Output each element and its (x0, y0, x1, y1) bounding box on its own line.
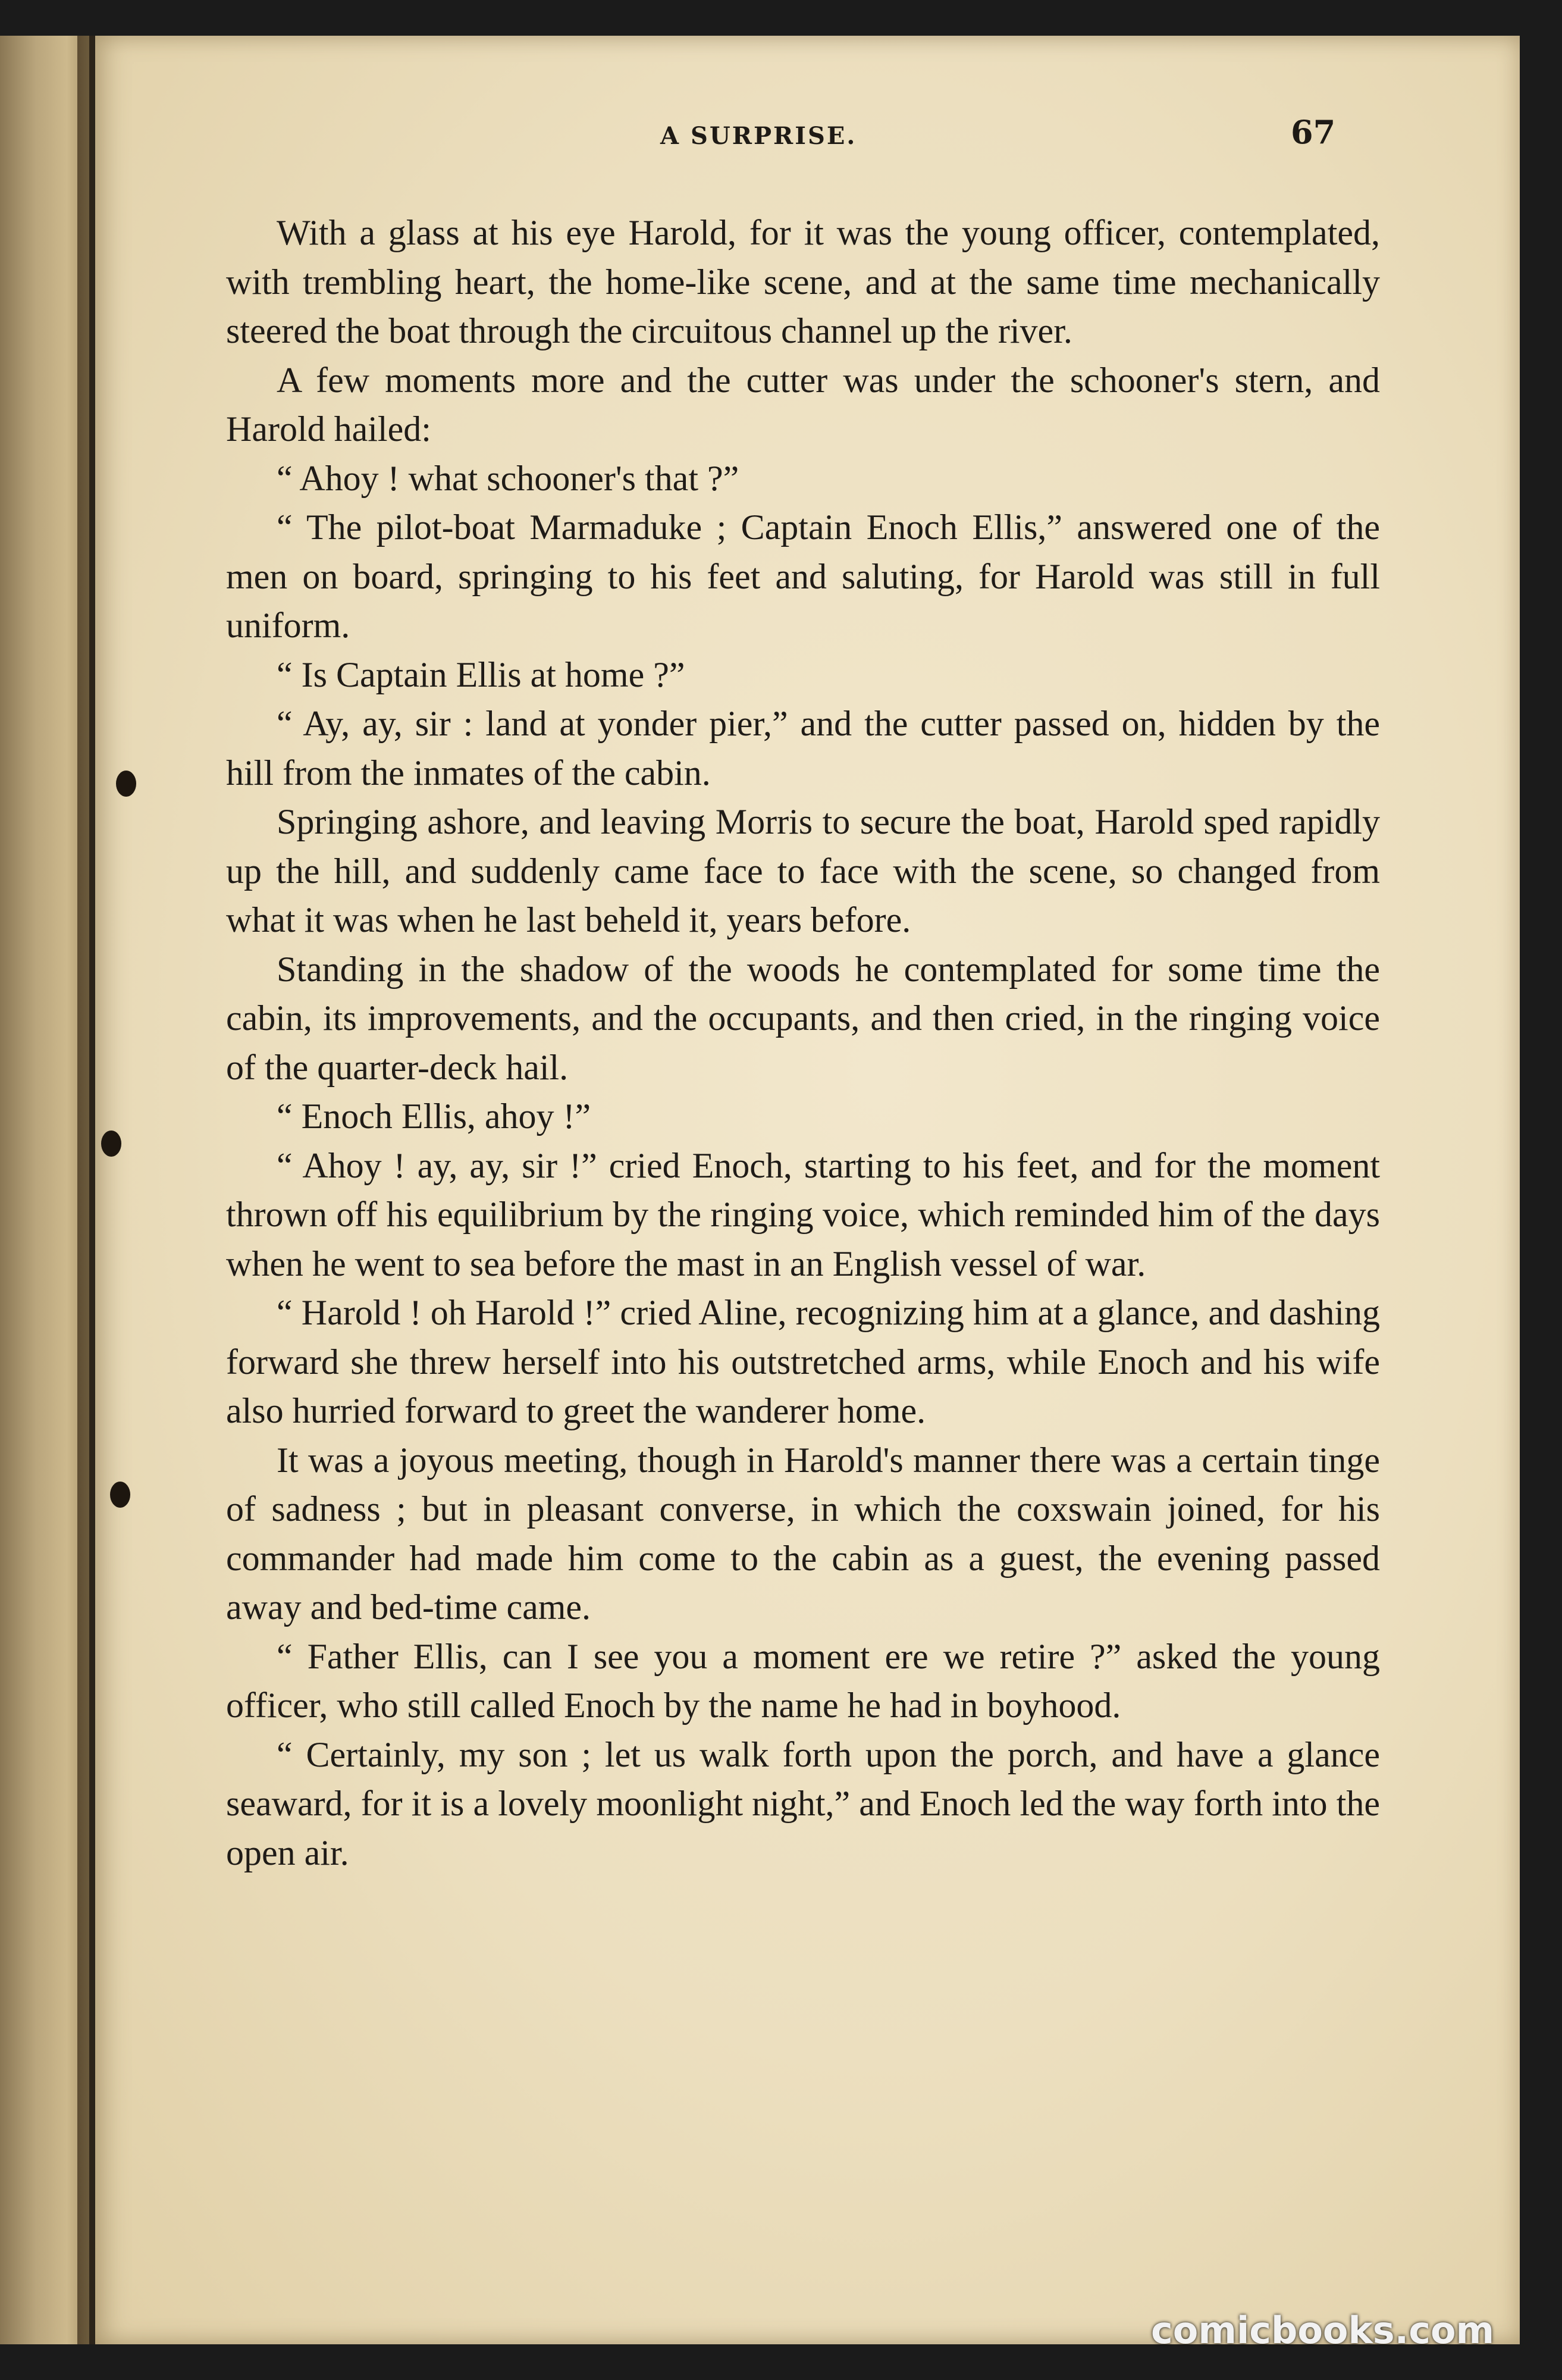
paragraph: “ Ahoy ! ay, ay, sir !” cried Enoch, starting to his feet, and for the moment thrown off his equilibrium by the ringing voice, which reminded him of the days when he went to sea before the mast in an English vessel of war. (226, 1145, 1380, 1283)
paragraph: Springing ashore, and leaving Morris to secure the boat, Harold sped rapidly up the hill, and suddenly came face to face with the scene, so changed from what it was when he last beheld it, years before. (226, 802, 1380, 940)
binding-hole-middle (101, 1130, 121, 1157)
paragraph: It was a joyous meeting, though in Harold's manner there was a certain tinge of sadness ; but in pleasant converse, in which the coxswain joined, for his commander had made him come to the cabin as a guest, the evening passed away and bed-time came. (226, 1440, 1380, 1627)
running-head: A SURPRISE. (660, 122, 857, 150)
paragraph: “ Ahoy ! what schooner's that ?” (277, 458, 739, 498)
page-number: 67 (1291, 113, 1336, 151)
paragraph: “ The pilot-boat Marmaduke ; Captain Enoch Ellis,” answered one of the men on board, springing to his feet and saluting, for Harold was still in full uniform. (226, 508, 1380, 645)
paragraph: Standing in the shadow of the woods he contemplated for some time the cabin, its improvements, and the occupants, and then cried, in the ringing voice of the quarter-deck hail. (226, 949, 1380, 1087)
paragraph: “ Harold ! oh Harold !” cried Aline, recognizing him at a glance, and dashing forward she threw herself into his outstretched arms, while Enoch and his wife also hurried forward to greet the wanderer home. (226, 1293, 1380, 1430)
paragraph: “ Father Ellis, can I see you a moment ere we retire ?” asked the young officer, who still called Enoch by the name he had in boyhood. (226, 1636, 1380, 1725)
paragraph: “ Enoch Ellis, ahoy !” (277, 1097, 591, 1136)
binding-hole-bottom (110, 1482, 130, 1508)
paragraph: “ Is Captain Ellis at home ?” (277, 654, 685, 694)
paragraph: “ Ay, ay, sir : land at yonder pier,” and the cutter passed on, hidden by the hill from the inmates of the cabin. (226, 704, 1380, 793)
left-page-edge (0, 36, 89, 2344)
body-text (226, 208, 1380, 1877)
paragraph: “ Certainly, my son ; let us walk forth upon the porch, and have a glance seaward, for it is a lovely moonlight night,” and Enoch led the way forth into the open air. (226, 1734, 1380, 1872)
watermark: comicbooks.com (1151, 2309, 1495, 2352)
paragraph: With a glass at his eye Harold, for it was the young officer, contemplated, with trembling heart, the home-like scene, and at the same time mechanically steered the boat through the circuitous channel up the river. (226, 213, 1380, 350)
binding-hole-top (116, 771, 136, 797)
paragraph: A few moments more and the cutter was under the schooner's stern, and Harold hailed: (226, 360, 1380, 449)
